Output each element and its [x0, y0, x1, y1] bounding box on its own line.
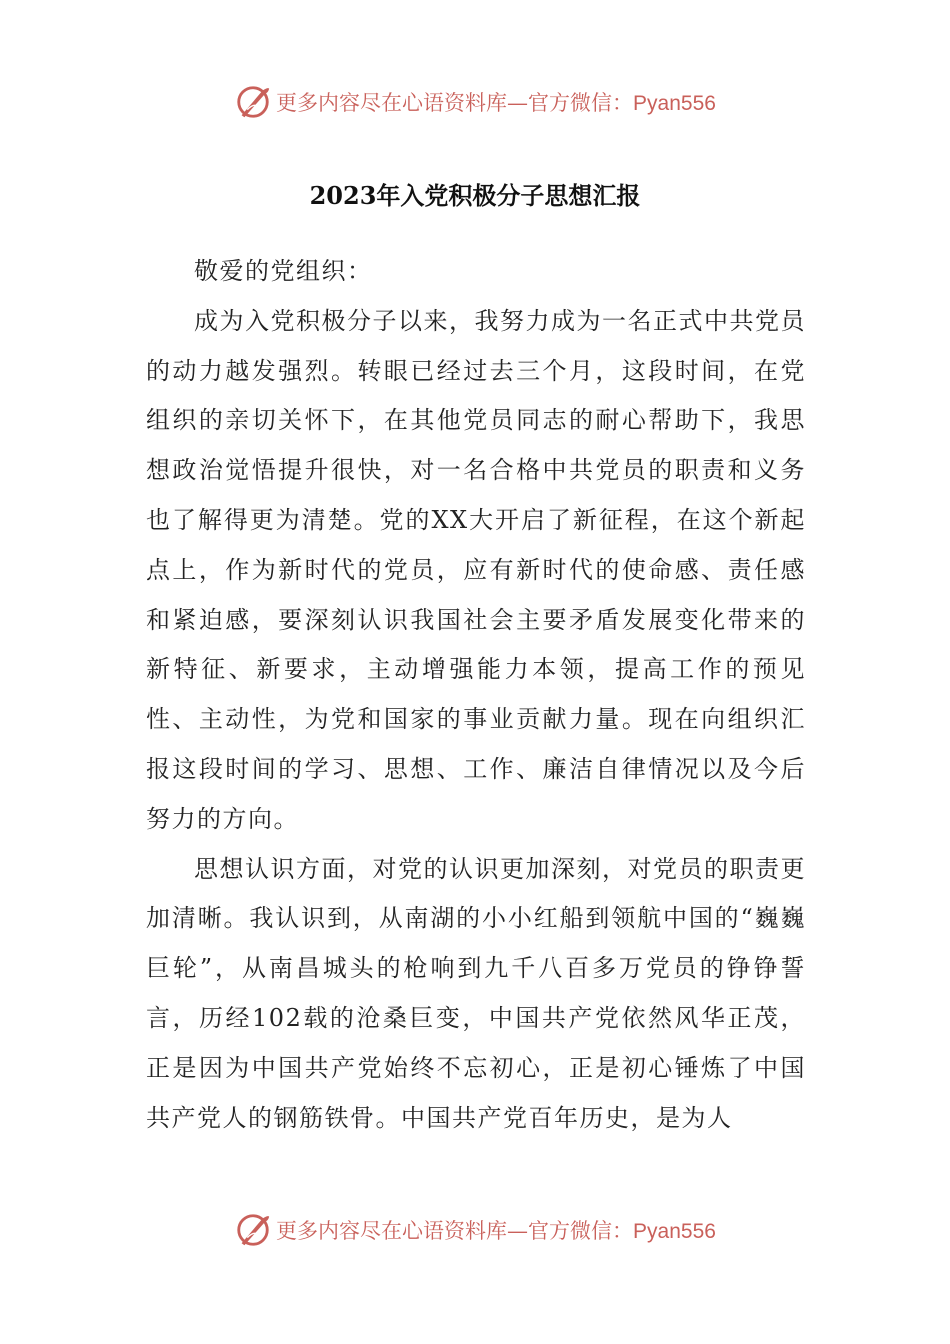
banner-text: 更多内容尽在心语资料库—官方微信：Pyan556	[276, 91, 716, 115]
salutation: 敬爱的党组织：	[194, 257, 373, 285]
document-title: 2023年入党积极分子思想汇报	[309, 181, 641, 210]
banner-text: 更多内容尽在心语资料库—官方微信：Pyan556	[276, 1219, 716, 1243]
footer-watermark-banner	[0, 1208, 950, 1252]
wechat-id: Pyan556	[633, 1220, 716, 1243]
quill-pen-icon	[234, 1211, 272, 1249]
header-watermark-banner	[0, 80, 950, 124]
paragraph: 成为入党积极分子以来，我努力成为一名正式中共党员的动力越发强烈。转眼已经过去三个月，这段时间，在党组织的亲切关怀下，在其他党员同志的耐心帮助下，我思想政治觉悟提升很快，对一名合格中共党员的职责和义务也了解得更为清楚。党的XX大开启了新征程，在这个新起点上，作为新时代的党员，应有新时代的使命感、责任感和紧迫感，要深刻认识我国社会主要矛盾发展变化带来的新特征、新要求，主动增强能力本领，提高工作的预见性、主动性，为党和国家的事业贡献力量。现在向组织汇报这段时间的学习、思想、工作、廉洁自律情况以及今后努力的方向。	[146, 306, 806, 833]
wechat-id: Pyan556	[633, 92, 716, 115]
quill-pen-icon	[234, 83, 272, 121]
document-body	[146, 247, 806, 1143]
paragraph: 思想认识方面，对党的认识更加深刻，对党员的职责更加清晰。我认识到，从南湖的小小红船到领航中国的“巍巍巨轮”，从南昌城头的枪响到九千八百多万党员的铮铮誓言，历经102载的沧桑巨变，中国共产党依然风华正茂，正是因为中国共产党始终不忘初心，正是初心锤炼了中国共产党人的钢筋铁骨。中国共产党百年历史，是为人	[146, 854, 806, 1132]
